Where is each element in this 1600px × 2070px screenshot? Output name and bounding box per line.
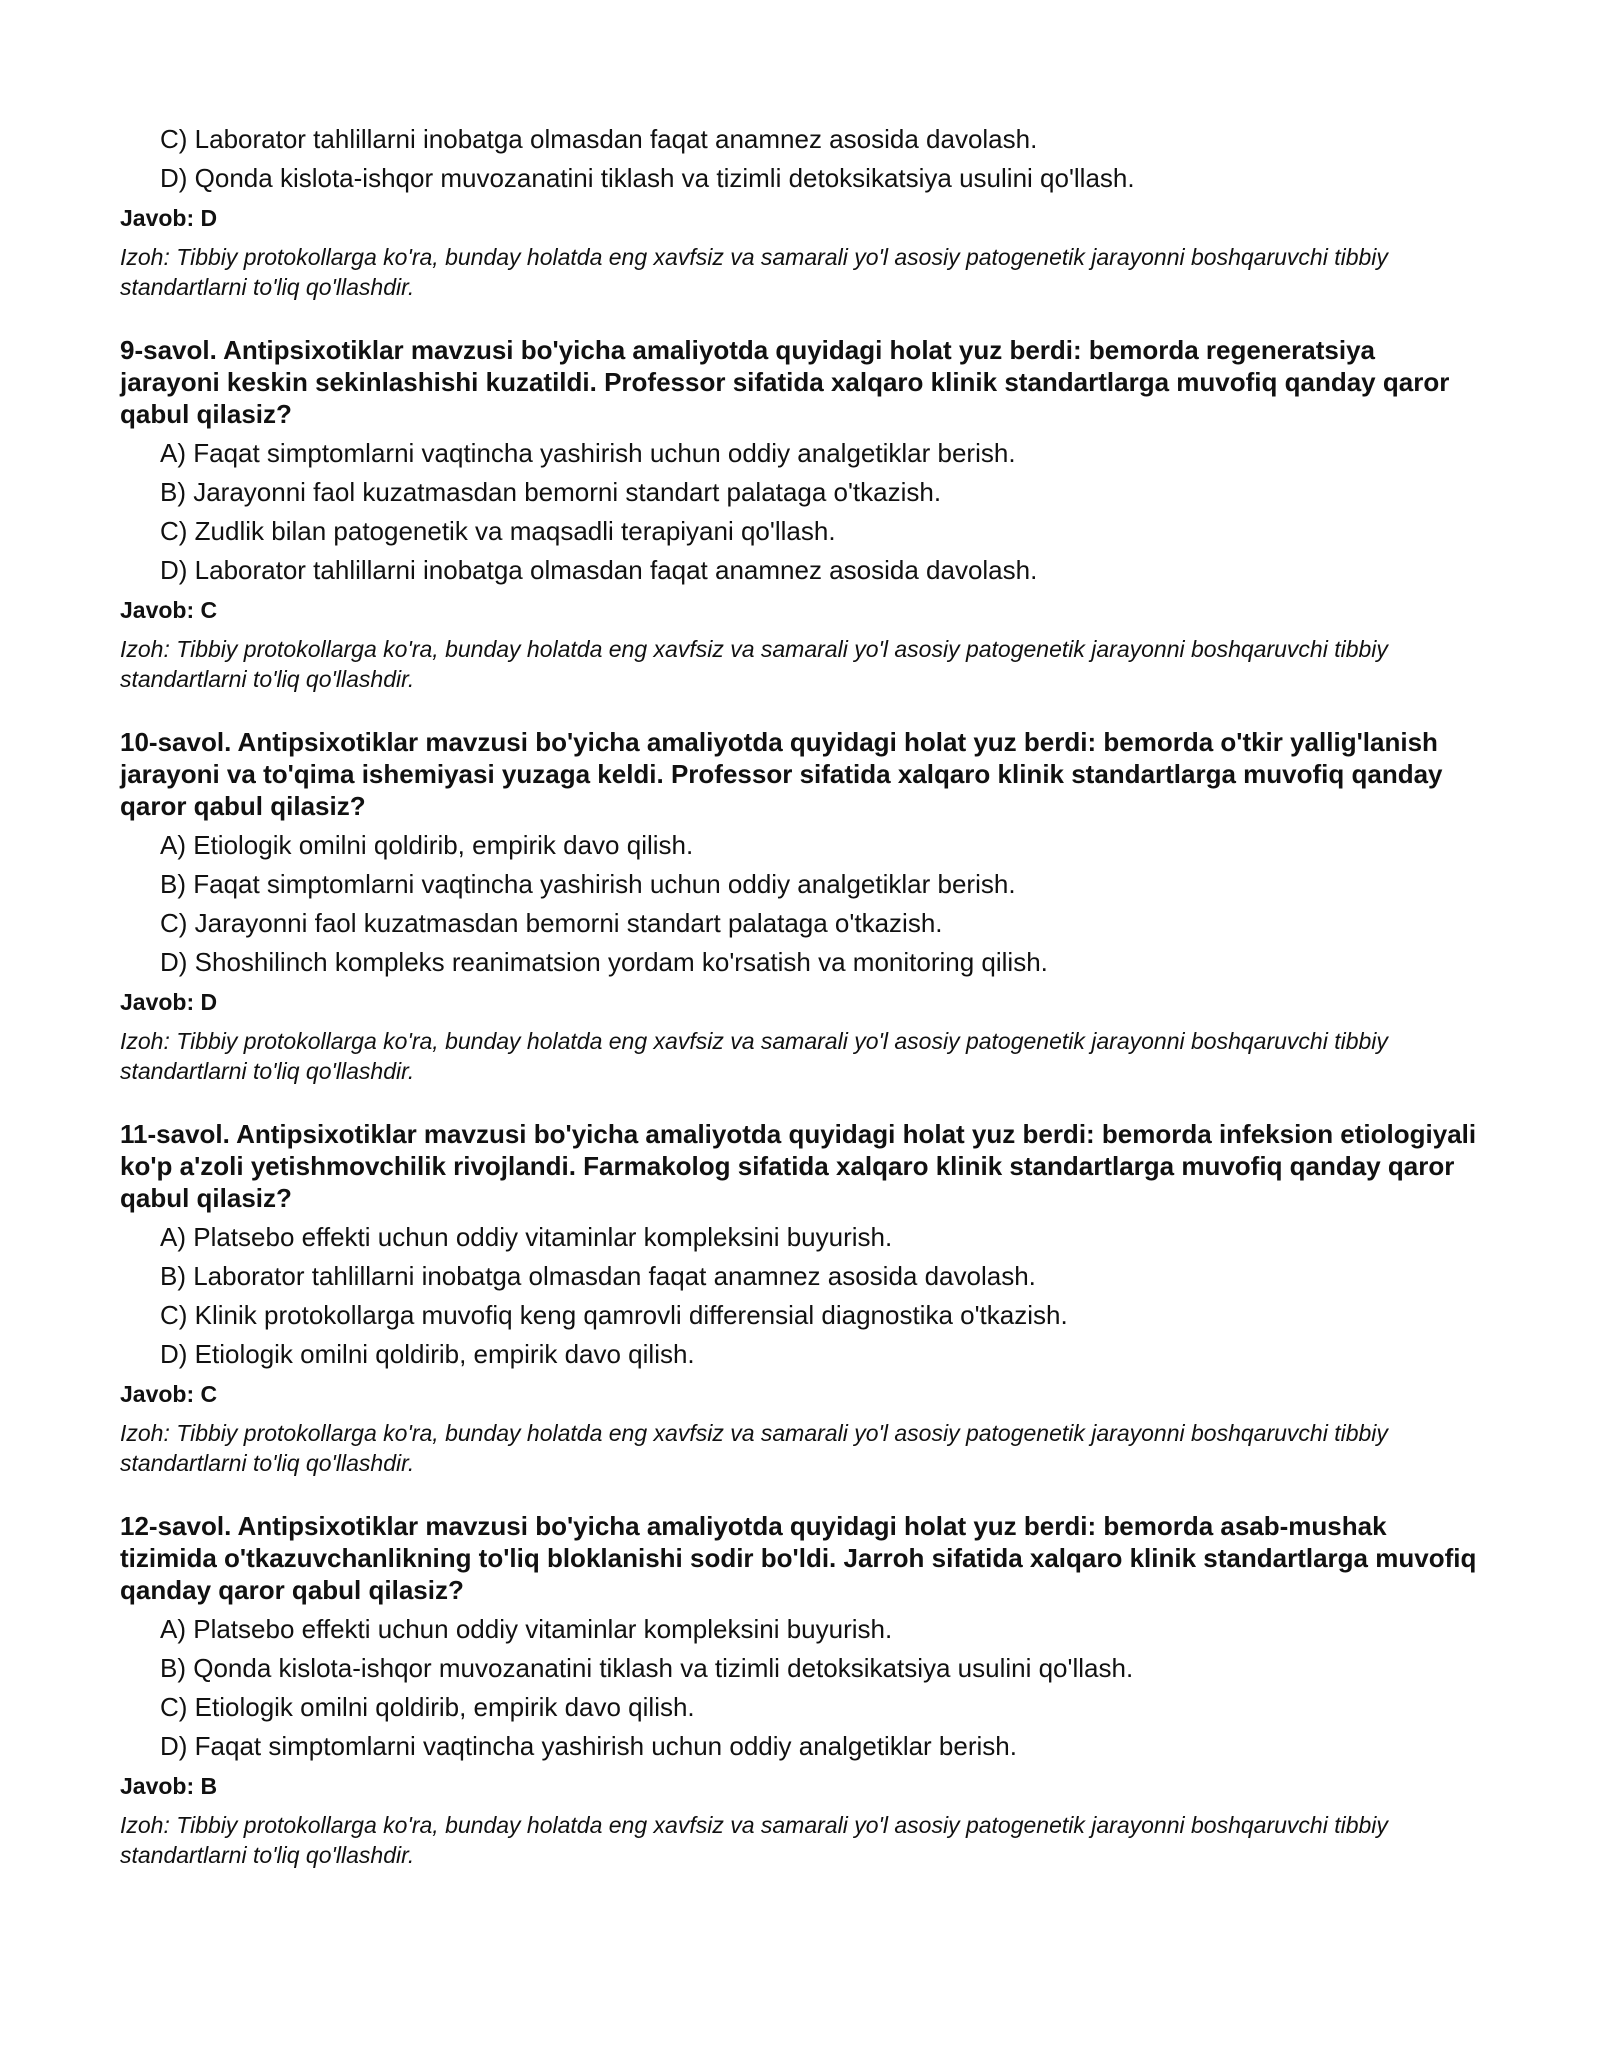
option-b: B) Faqat simptomlarni vaqtincha yashirish uchun oddiy analgetiklar berish. — [160, 869, 1016, 899]
explanation-note: Izoh: Tibbiy protokollarga ko'ra, bunday holatda eng xavfsiz va samarali yo'l asosiy patogenetik jarayonni boshqaruvchi tibbiy standartlarni to'liq qo'llashdir. — [120, 1420, 1388, 1476]
option-a: A) Platsebo effekti uchun oddiy vitaminlar kompleksini buyurish. — [160, 1222, 893, 1252]
question-9 — [120, 334, 1480, 694]
option-a: A) Etiologik omilni qoldirib, empirik davo qilish. — [160, 830, 694, 860]
question-text: 9-savol. Antipsixotiklar mavzusi bo'yicha amaliyotda quyidagi holat yuz berdi: bemorda regeneratsiya jarayoni keskin sekinlashishi kuzatildi. Professor sifatida xalqaro klinik standartlarga muvofiq qanday qaror qabul qilasiz? — [120, 335, 1450, 429]
option-c: C) Jarayonni faol kuzatmasdan bemorni standart palataga o'tkazish. — [160, 908, 943, 938]
option-b: B) Jarayonni faol kuzatmasdan bemorni standart palataga o'tkazish. — [160, 477, 942, 507]
explanation-note: Izoh: Tibbiy protokollarga ko'ra, bunday holatda eng xavfsiz va samarali yo'l asosiy patogenetik jarayonni boshqaruvchi tibbiy standartlarni to'liq qo'llashdir. — [120, 244, 1388, 300]
option-d: D) Shoshilinch kompleks reanimatsion yordam ko'rsatish va monitoring qilish. — [160, 947, 1048, 977]
question-10 — [120, 726, 1480, 1086]
explanation-note: Izoh: Tibbiy protokollarga ko'ra, bunday holatda eng xavfsiz va samarali yo'l asosiy patogenetik jarayonni boshqaruvchi tibbiy standartlarni to'liq qo'llashdir. — [120, 1812, 1388, 1868]
question-12 — [120, 1510, 1480, 1870]
option-c: C) Zudlik bilan patogenetik va maqsadli terapiyani qo'llash. — [160, 516, 836, 546]
option-c: C) Laborator tahlillarni inobatga olmasdan faqat anamnez asosida davolash. — [160, 124, 1038, 154]
option-c: C) Klinik protokollarga muvofiq keng qamrovli differensial diagnostika o'tkazish. — [160, 1300, 1068, 1330]
question-text: 11-savol. Antipsixotiklar mavzusi bo'yicha amaliyotda quyidagi holat yuz berdi: bemorda infeksion etiologiyali ko'p a'zoli yetishmovchilik rivojlandi. Farmakolog sifatida xalqaro klinik standartlarga muvofiq qanday qaror qabul qilasiz? — [120, 1119, 1477, 1213]
answer-label: Javob: D — [120, 989, 218, 1015]
answer-label: Javob: D — [120, 205, 218, 231]
answer-label: Javob: C — [120, 1381, 218, 1407]
option-a: A) Platsebo effekti uchun oddiy vitaminlar kompleksini buyurish. — [160, 1614, 893, 1644]
option-d: D) Faqat simptomlarni vaqtincha yashirish uchun oddiy analgetiklar berish. — [160, 1731, 1017, 1761]
question-8-continuation — [120, 120, 1480, 302]
answer-label: Javob: B — [120, 1773, 218, 1799]
option-d: D) Etiologik omilni qoldirib, empirik davo qilish. — [160, 1339, 695, 1369]
option-c: C) Etiologik omilni qoldirib, empirik davo qilish. — [160, 1692, 695, 1722]
option-b: B) Qonda kislota-ishqor muvozanatini tiklash va tizimli detoksikatsiya usulini qo'llash. — [160, 1653, 1134, 1683]
option-list — [120, 1218, 1480, 1374]
option-a: A) Faqat simptomlarni vaqtincha yashirish uchun oddiy analgetiklar berish. — [160, 438, 1016, 468]
option-d: D) Laborator tahlillarni inobatga olmasdan faqat anamnez asosida davolash. — [160, 555, 1038, 585]
option-d: D) Qonda kislota-ishqor muvozanatini tiklash va tizimli detoksikatsiya usulini qo'llash. — [160, 163, 1135, 193]
question-text: 12-savol. Antipsixotiklar mavzusi bo'yicha amaliyotda quyidagi holat yuz berdi: bemorda asab-mushak tizimida o'tkazuvchanlikning to'liq bloklanishi sodir bo'ldi. Jarroh sifatida xalqaro klinik standartlarga muvofiq qanday qaror qabul qilasiz? — [120, 1511, 1477, 1605]
explanation-note: Izoh: Tibbiy protokollarga ko'ra, bunday holatda eng xavfsiz va samarali yo'l asosiy patogenetik jarayonni boshqaruvchi tibbiy standartlarni to'liq qo'llashdir. — [120, 636, 1388, 692]
option-list — [120, 1610, 1480, 1766]
document-page — [120, 118, 1480, 1870]
question-text: 10-savol. Antipsixotiklar mavzusi bo'yicha amaliyotda quyidagi holat yuz berdi: bemorda o'tkir yallig'lanish jarayoni va to'qima ishemiyasi yuzaga keldi. Professor sifatida xalqaro klinik standartlarga muvofiq qanday qaror qabul qilasiz? — [120, 727, 1443, 821]
option-list — [120, 120, 1480, 198]
option-list — [120, 826, 1480, 982]
explanation-note: Izoh: Tibbiy protokollarga ko'ra, bunday holatda eng xavfsiz va samarali yo'l asosiy patogenetik jarayonni boshqaruvchi tibbiy standartlarni to'liq qo'llashdir. — [120, 1028, 1388, 1084]
question-11 — [120, 1118, 1480, 1478]
answer-label: Javob: C — [120, 597, 218, 623]
option-list — [120, 434, 1480, 590]
option-b: B) Laborator tahlillarni inobatga olmasdan faqat anamnez asosida davolash. — [160, 1261, 1036, 1291]
